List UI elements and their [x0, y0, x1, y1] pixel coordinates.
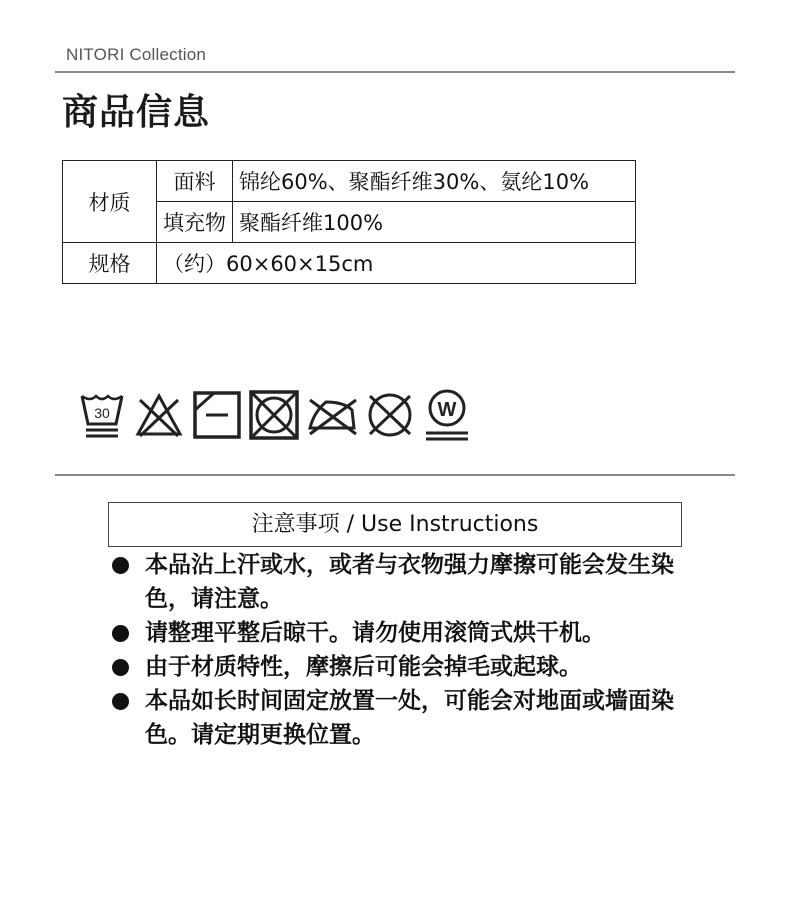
list-item: 请整理平整后晾干。请勿使用滚筒式烘干机。 — [108, 616, 708, 650]
wet-clean-icon — [422, 388, 472, 444]
wet-clean-label: W — [437, 399, 457, 421]
bullet-icon — [112, 693, 129, 710]
material-label: 材质 — [63, 161, 157, 243]
list-item: 本品沾上汗或水，或者与衣物强力摩擦可能会发生染色，请注意。 — [108, 548, 708, 616]
brand-label: NITORI Collection — [66, 45, 207, 64]
notice-heading: 注意事项 / Use Instructions — [108, 502, 682, 547]
wash-temp-label: 30 — [94, 405, 110, 421]
no-bleach-icon — [134, 388, 184, 444]
spec-table — [62, 160, 636, 284]
line-dry-shade-icon — [192, 388, 242, 444]
list-item: 本品如长时间固定放置一处，可能会对地面或墙面染色。请定期更换位置。 — [108, 684, 708, 752]
wash-30-icon — [78, 388, 126, 444]
page-title: 商品信息 — [62, 92, 211, 133]
no-iron-icon — [304, 388, 360, 444]
top-divider — [55, 71, 735, 73]
bullet-icon — [112, 557, 129, 574]
no-dry-clean-icon — [364, 388, 416, 444]
fabric-label: 面料 — [157, 161, 233, 202]
notice-list — [108, 548, 708, 752]
size-label: 规格 — [63, 243, 157, 284]
middle-divider — [55, 474, 735, 476]
size-value: （约）60×60×15cm — [157, 243, 636, 284]
bullet-icon — [112, 625, 129, 642]
filling-value: 聚酯纤维100% — [233, 202, 636, 243]
bullet-icon — [112, 659, 129, 676]
fabric-value: 锦纶60%、聚酯纤维30%、氨纶10% — [233, 161, 636, 202]
list-item: 由于材质特性，摩擦后可能会掉毛或起球。 — [108, 650, 708, 684]
filling-label: 填充物 — [157, 202, 233, 243]
no-tumble-dry-icon — [248, 388, 300, 444]
